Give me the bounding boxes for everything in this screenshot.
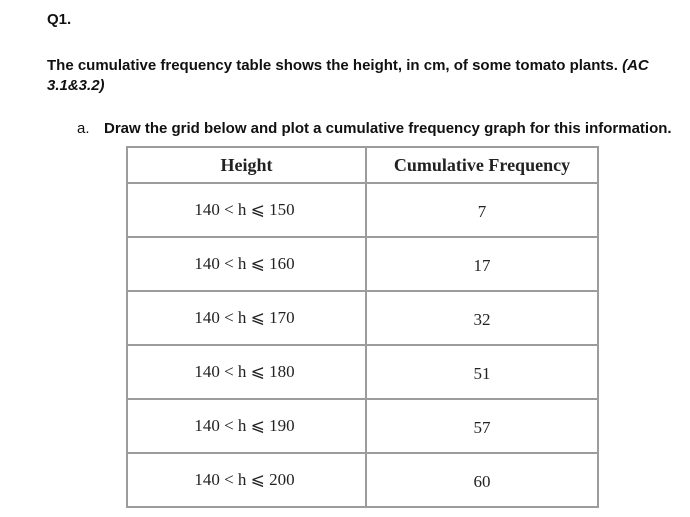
cumulative-frequency-cell: 32 [366,291,598,345]
cumulative-frequency-cell: 51 [366,345,598,399]
part-a-text: Draw the grid below and plot a cumulative frequency graph for this information. [104,120,672,137]
question-intro [47,56,677,96]
question-intro-text: The cumulative frequency table shows the height, in cm, of some tomato plants. [47,57,618,74]
cumulative-frequency-cell: 60 [366,453,598,507]
table-row [127,345,598,399]
table-row [127,183,598,237]
assessment-criteria-reference: (AC 3.1&3.2) [47,57,649,94]
cumulative-frequency-cell: 17 [366,237,598,291]
height-cell: 140 < h ⩽ 200 [127,453,366,507]
part-a-label: a. [77,120,90,137]
cumulative-frequency-table [126,146,599,508]
part-a-instruction [77,120,672,137]
height-cell: 140 < h ⩽ 180 [127,345,366,399]
height-column-header: Height [127,147,366,183]
height-cell: 140 < h ⩽ 190 [127,399,366,453]
height-cell: 140 < h ⩽ 160 [127,237,366,291]
table-row [127,291,598,345]
table-header-row [127,147,598,183]
question-number: Q1. [47,11,72,28]
cumulative-frequency-column-header: Cumulative Frequency [366,147,598,183]
height-cell: 140 < h ⩽ 170 [127,291,366,345]
table-row [127,399,598,453]
height-cell: 140 < h ⩽ 150 [127,183,366,237]
cumulative-frequency-cell: 7 [366,183,598,237]
table-row [127,453,598,507]
table-row [127,237,598,291]
cumulative-frequency-cell: 57 [366,399,598,453]
